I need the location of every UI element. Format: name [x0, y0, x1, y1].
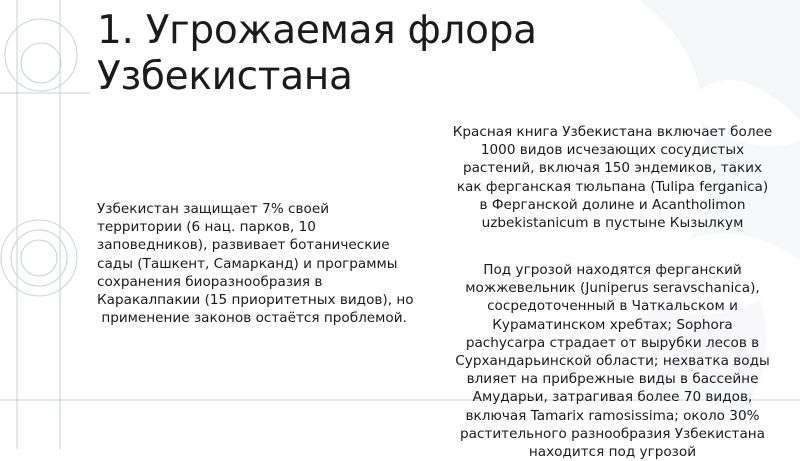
- text-line: влияет на прибрежные виды в бассейне: [466, 371, 759, 388]
- text-line: pachycarpa страдает от вырубки лесов в: [465, 334, 760, 351]
- title-line: Узбекистана: [97, 54, 353, 99]
- text-line: сады (Ташкент, Самарканд) и программы: [97, 255, 398, 272]
- text-line: находится под угрозой: [528, 444, 697, 461]
- circle-bottom-outer: [1, 220, 77, 296]
- left-paragraph: [97, 200, 427, 327]
- circle-bottom-inner: [11, 230, 67, 286]
- title-line: 1. Угрожаемая флора: [97, 8, 537, 53]
- text-line: включая Tamarix ramosissima; около 30%: [465, 407, 760, 424]
- text-line: территории (6 нац. парков, 10: [97, 219, 316, 236]
- text-line: Узбекистан защищает 7% своей: [97, 201, 330, 217]
- text-line: Красная книга Узбекистана включает более: [452, 124, 773, 140]
- text-line: можжевельник (Juniperus seravschanica),: [465, 280, 760, 297]
- text-line: сосредоточенный в Чаткальском и: [487, 298, 738, 315]
- text-line: 1000 видов исчезающих сосудистых: [480, 142, 745, 159]
- text-line: растительного разнообразия Узбекистана: [459, 425, 765, 442]
- text-line: в Ферганской долине и Acantholimon: [479, 196, 746, 213]
- text-line: применение законов остаётся проблемой.: [97, 310, 407, 327]
- text-line: Под угрозой находятся ферганский: [483, 262, 742, 278]
- text-line: Амударьи, затрагивая более 70 видов,: [472, 389, 753, 406]
- circle-bottom-small: [21, 240, 57, 276]
- text-line: растений, включая 150 эндемиков, таких: [462, 160, 763, 177]
- text-line: сохранения биоразнообразия в: [97, 273, 323, 290]
- slide-title: [97, 8, 657, 100]
- text-line: Кураматинском хребтах; Sophora: [492, 316, 733, 333]
- text-line: Каракалпакии (15 приоритетных видов), но: [97, 292, 414, 309]
- text-line: как ферганская тюльпана (Tulipa ferganica): [456, 178, 769, 195]
- text-line: Сурхандарьинской области; нехватка воды: [455, 353, 770, 370]
- circle-top-outer: [5, 19, 77, 91]
- text-line: заповедников), развивает ботанические: [97, 237, 390, 254]
- right-paragraph-threats: [450, 261, 775, 461]
- text-line: uzbekistanicum в пустыне Кызылкум: [481, 215, 744, 232]
- right-paragraph-red-book: [450, 123, 775, 232]
- circle-top-inner: [21, 43, 61, 83]
